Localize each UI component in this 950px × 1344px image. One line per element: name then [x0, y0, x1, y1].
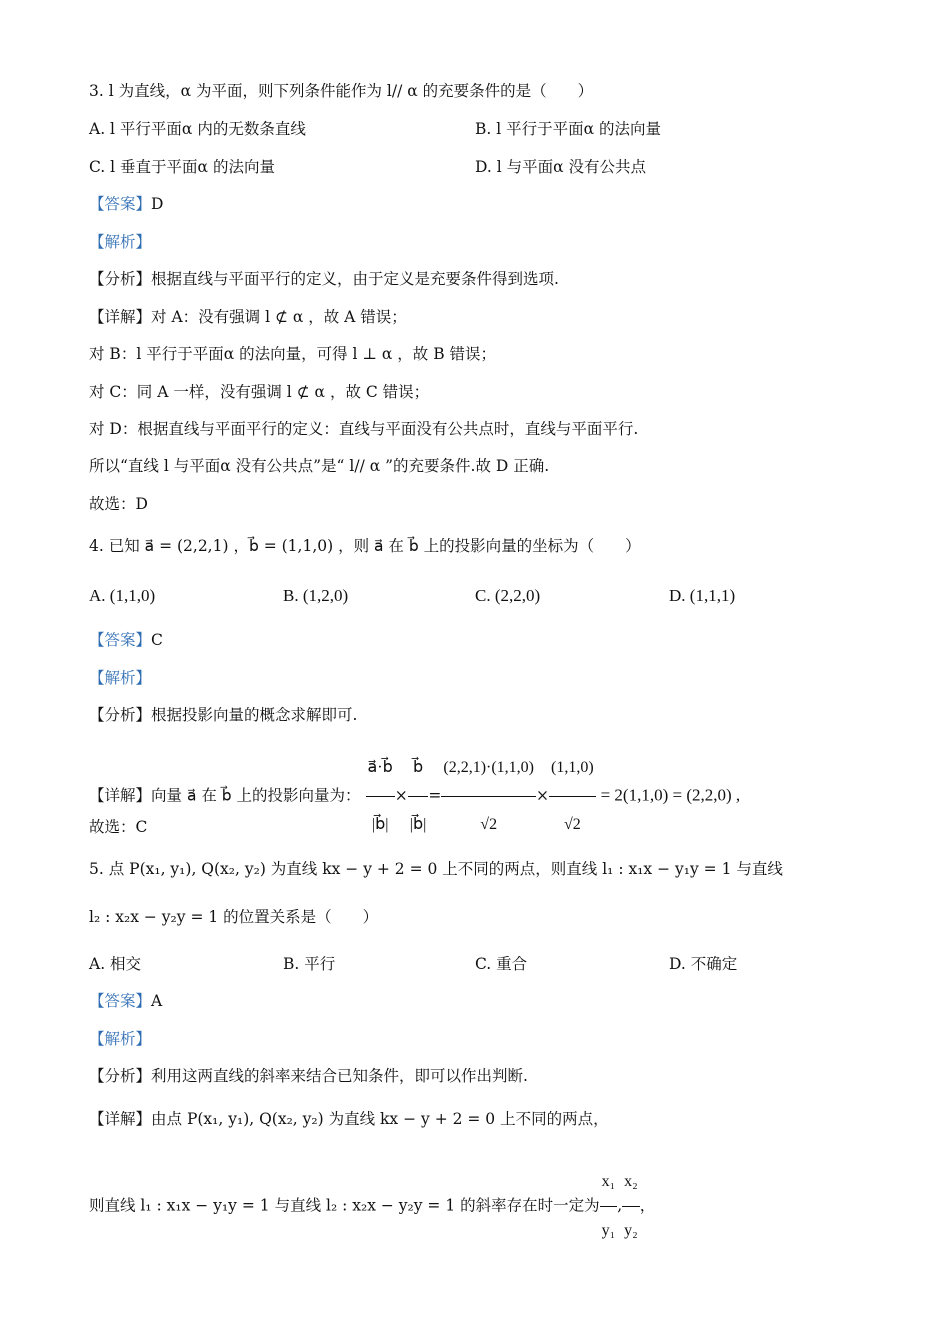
q4-detail-prefix: 向量 a⃗ 在 b⃗ 上的投影向量为： — [151, 786, 361, 805]
q3-fenxi: 根据直线与平面平行的定义，由于定义是充要条件得到选项. — [151, 270, 559, 288]
q3-fenxi-line — [89, 268, 559, 290]
q4-fenxi: 根据投影向量的概念求解即可. — [151, 706, 358, 724]
fenxi-tag: 【分析】 — [89, 1067, 152, 1085]
q5-fenxi: 利用这两直线的斜率来结合已知条件，即可以作出判断. — [151, 1067, 528, 1085]
q3-answer-line — [89, 193, 163, 215]
q3-detail-5: 所以“直线 l 与平面α 没有公共点”是“ l// α ”的充要条件.故 D 正确. — [89, 457, 550, 475]
answer-tag: 【答案】 — [89, 195, 152, 213]
xiangjie-tag: 【详解】 — [89, 308, 152, 326]
fraction-adotb-over-normb: $\frac{a⃗\cdot b⃗}{|b⃗|}$ — [366, 740, 395, 853]
q3-detail-3: 对 C：同 A 一样，没有强调 l ⊄ α ，故 C 错误； — [89, 383, 430, 401]
q3-option-b: B. l 平行于平面α 的法向量 — [475, 120, 662, 138]
q5-detail-2-line: 则直线 l₁ : x₁x − y₁y = 1 与直线 l₂ : x₂x − y₂y = 1 的斜率存在时一定为 $\frac{\text{x₁}}{\text{y₁}}$ , $\frac{\text{x₂}}{\text{y₂}}$ ， — [89, 1158, 655, 1255]
fraction-dot-over-root2: $\frac{(2,2,1)\cdot(1,1,0)}{√2}$ — [441, 740, 536, 853]
q5-option-c: C. 重合 — [475, 955, 528, 973]
q5-stem-2: l₂ : x₂x − y₂y = 1 的位置关系是（ ） — [89, 908, 379, 926]
q3-option-d: D. l 与平面α 没有公共点 — [475, 158, 647, 176]
q3-detail-2: 对 B：l 平行于平面α 的法向量，可得 l ⊥ α ，故 B 错误； — [89, 345, 497, 363]
fenxi-tag: 【分析】 — [89, 706, 152, 724]
q5-fenxi-line — [89, 1065, 528, 1087]
q5-option-a: A. 相交 — [89, 955, 142, 973]
q5-answer: A — [151, 992, 163, 1010]
q4-option-b: B. (1,2,0) — [283, 586, 349, 605]
q5-detail-1: 由点 P(x₁, y₁), Q(x₂, y₂) 为直线 kx − y + 2 = 0 上不同的两点， — [151, 1110, 609, 1128]
q3-stem: 3. l 为直线，α 为平面，则下列条件能作为 l// α 的充要条件的是（ ） — [89, 82, 594, 100]
fenxi-tag: 【分析】 — [89, 270, 152, 288]
slope-fraction-2: $\frac{\text{x₂}}{\text{y₂}}$ — [622, 1158, 640, 1255]
q4-result: = 2(1,1,0) = (2,2,0) , — [600, 785, 741, 805]
xiangjie-tag: 【详解】 — [89, 1110, 152, 1128]
q3-option-a: A. l 平行平面α 内的无数条直线 — [89, 120, 306, 138]
q5-option-d: D. 不确定 — [669, 955, 738, 973]
fraction-b-over-root2: $\frac{(1,1,0)}{√2}$ — [549, 740, 596, 853]
q4-answer-line — [89, 629, 163, 651]
q3-answer: D — [151, 195, 164, 213]
q5-jiexi-tag: 【解析】 — [89, 1030, 152, 1048]
q5-stem-1: 5. 点 P(x₁, y₁), Q(x₂, y₂) 为直线 kx − y + 2 = 0 上不同的两点，则直线 l₁ : x₁x − y₁y = 1 与直线 — [89, 860, 783, 878]
q4-option-c: C. (2,2,0) — [475, 586, 541, 605]
fraction-b-over-normb: $\frac{b⃗}{|b⃗|}$ — [408, 740, 429, 853]
answer-tag: 【答案】 — [89, 631, 152, 649]
q4-choose: 故选：C — [89, 818, 148, 836]
q4-stem: 4. 已知 a⃗ = (2,2,1) ，b⃗ = (1,1,0) ，则 a⃗ 在 b⃗ 上的投影向量的坐标为（ ） — [89, 537, 641, 555]
q4-option-d: D. (1,1,1) — [669, 586, 736, 605]
q4-jiexi-tag: 【解析】 — [89, 669, 152, 687]
answer-tag: 【答案】 — [89, 992, 152, 1010]
xiangjie-tag: 【详解】 — [89, 786, 152, 805]
q5-detail-1-line — [89, 1108, 609, 1130]
q3-choose: 故选：D — [89, 495, 148, 513]
q3-detail-1: 对 A：没有强调 l ⊄ α ，故 A 错误； — [151, 308, 407, 326]
q4-answer: C — [151, 631, 163, 649]
q3-detail-1-line — [89, 306, 407, 328]
slope-fraction-1: $\frac{\text{x₁}}{\text{y₁}}$ — [600, 1158, 618, 1255]
q5-answer-line — [89, 990, 162, 1012]
q4-option-a: A. (1,1,0) — [89, 586, 156, 605]
q5-detail-2: 则直线 l₁ : x₁x − y₁y = 1 与直线 l₂ : x₂x − y₂y = 1 的斜率存在时一定为 — [89, 1196, 600, 1215]
q3-detail-4: 对 D：根据直线与平面平行的定义：直线与平面没有公共点时，直线与平面平行. — [89, 420, 639, 438]
q3-option-c: C. l 垂直于平面α 的法向量 — [89, 158, 275, 176]
q5-option-b: B. 平行 — [283, 955, 336, 973]
q3-jiexi-tag: 【解析】 — [89, 233, 152, 251]
q4-fenxi-line — [89, 704, 357, 726]
q4-detail-line: 【详解】向量 a⃗ 在 b⃗ 上的投影向量为： $\frac{a⃗\cdot b⃗}{|b⃗|}$ × $\frac{b⃗}{|b⃗|}$ = $\frac{(2,2,1)\cdot(1,1,0)}{√2}$ × $\frac{(1,1,0)}{√2}$ = 2(1,1,0) = (2,2,0) , — [89, 740, 740, 853]
q5-detail-2-tail: ， — [639, 1196, 656, 1215]
